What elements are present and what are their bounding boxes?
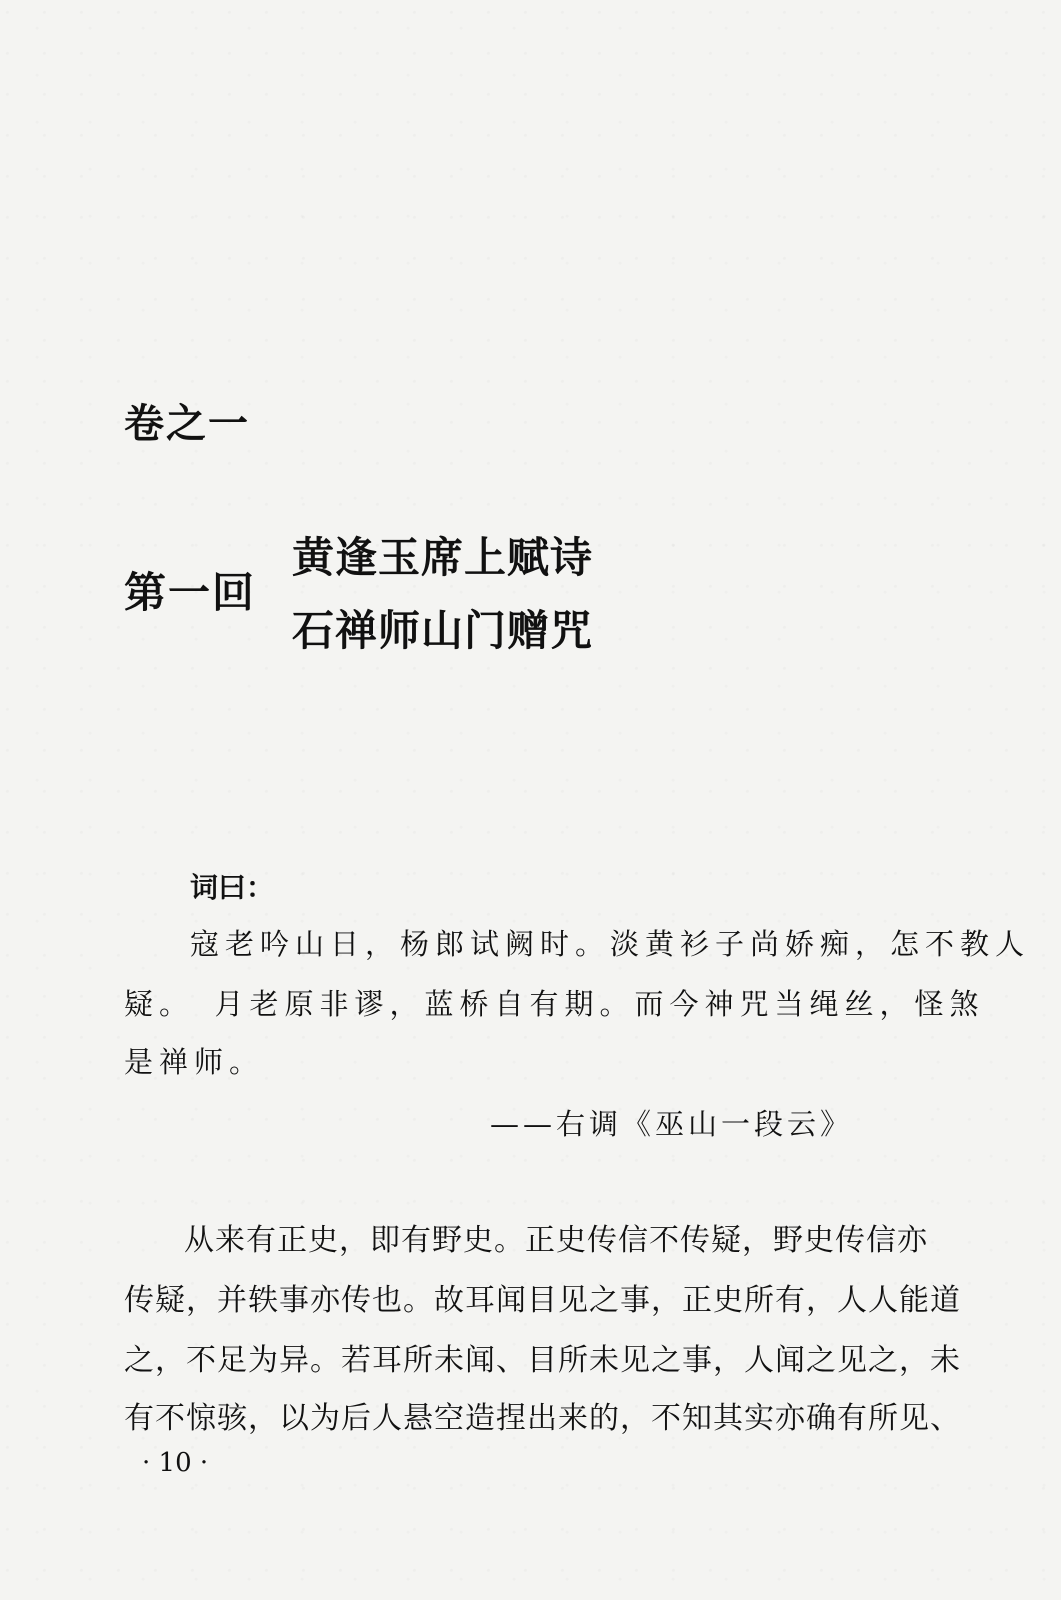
- chapter-title-line-1: 黄逢玉席上赋诗: [292, 533, 594, 582]
- prose-line: 传疑，并轶事亦传也。故耳闻目见之事，正史所有，人人能道: [124, 1283, 961, 1318]
- volume-title: 卷之一: [124, 401, 250, 447]
- poem-line: 寇老吟山日，杨郎试阙时。淡黄衫子尚娇痴，怎不教人: [190, 927, 1031, 961]
- chapter-number: 第一回: [124, 568, 257, 617]
- poem-line: 是禅师。: [124, 1045, 265, 1079]
- prose-line: 之，不足为异。若耳所未闻、目所未见之事，人闻之见之，未: [124, 1343, 961, 1378]
- prose-line: 从来有正史，即有野史。正史传信不传疑，野史传信亦: [184, 1223, 928, 1258]
- poem-attribution: ——右调《巫山一段云》: [490, 1107, 854, 1141]
- page-number: · 10 ·: [142, 1448, 209, 1478]
- poem-label: 词曰：: [190, 871, 275, 904]
- poem-line: 疑。 月老原非谬，蓝桥自有期。而今神咒当绳丝，怪煞: [124, 987, 985, 1021]
- prose-line: 有不惊骇，以为后人悬空造捏出来的，不知其实亦确有所见、: [124, 1401, 961, 1436]
- chapter-title-line-2: 石禅师山门赠咒: [292, 606, 594, 655]
